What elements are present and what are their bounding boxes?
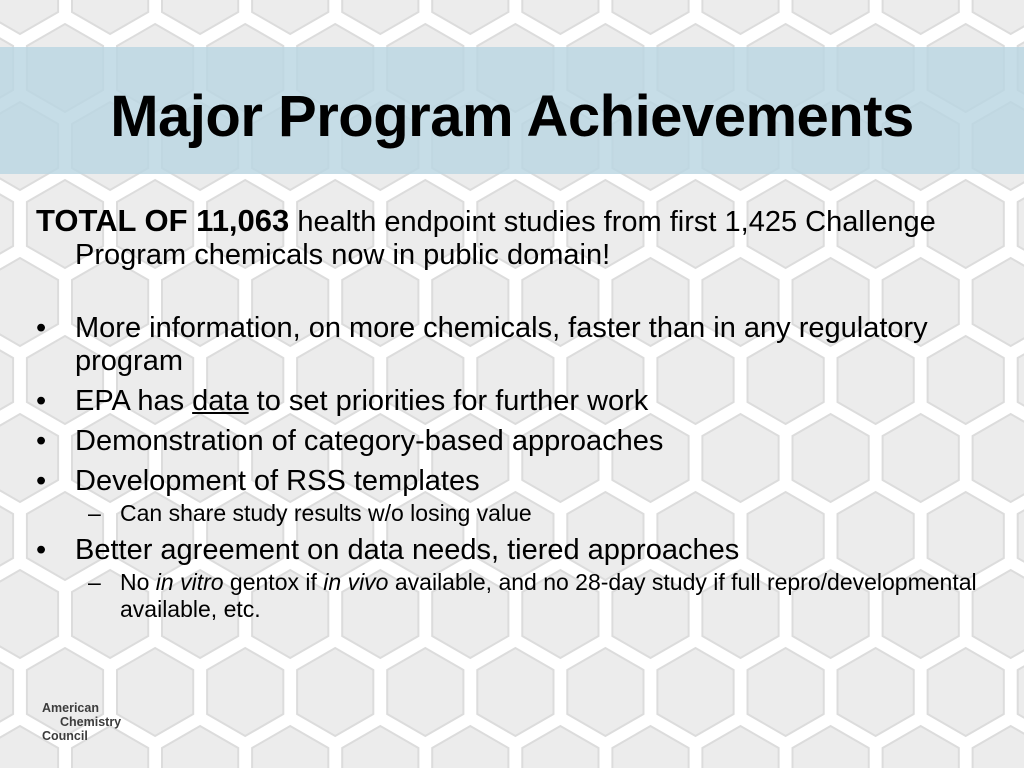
hexagon-shape xyxy=(0,648,13,736)
hexagon-shape xyxy=(612,726,688,768)
sub-bullet-dash: – xyxy=(88,500,101,526)
american-chemistry-council-logo xyxy=(42,700,142,746)
hexagon-shape xyxy=(252,0,328,34)
hexagon-shape xyxy=(162,726,238,768)
bullet-item xyxy=(36,385,996,418)
hexagon-shape xyxy=(1018,492,1024,580)
bullet-text: Development of RSS templates xyxy=(75,465,480,497)
hexagon-shape xyxy=(793,726,869,768)
bullet-dot: • xyxy=(36,385,47,417)
logo-line-2: Chemistry xyxy=(60,715,122,729)
sub-bullet-item xyxy=(75,569,996,623)
bullet-text-pre: EPA has xyxy=(75,385,193,417)
hexagon-shape xyxy=(72,0,148,34)
lead-bold: TOTAL OF 11,063 xyxy=(36,203,290,238)
hexagon-shape xyxy=(162,0,238,34)
bullet-list xyxy=(36,312,996,623)
hexagon-shape xyxy=(207,648,283,736)
sub-text-part: gentox if xyxy=(223,569,324,595)
hexagon-shape xyxy=(0,0,58,34)
hexagon-shape xyxy=(432,0,508,34)
bullet-text: Better agreement on data needs, tiered approaches xyxy=(75,534,740,566)
bullet-text-post: to set priorities for further work xyxy=(248,385,649,417)
sub-bullet-dash: – xyxy=(88,569,101,595)
hexagon-shape xyxy=(883,0,959,34)
sub-bullet-text: Can share study results w/o losing value xyxy=(120,500,532,526)
hexagon-shape xyxy=(973,726,1024,768)
bullet-item xyxy=(36,312,996,378)
logo-line-3: Council xyxy=(42,729,88,743)
bullet-underlined-word: data xyxy=(192,385,249,417)
hexagon-shape xyxy=(477,648,553,736)
slide-body xyxy=(36,204,996,630)
sub-bullet-list xyxy=(75,569,996,623)
bullet-item xyxy=(36,425,996,458)
hexagon-shape xyxy=(793,0,869,34)
lead-statement xyxy=(36,204,996,272)
hexagon-shape xyxy=(928,648,1004,736)
hexagon-shape xyxy=(342,726,418,768)
lead-rest: health endpoint studies from first 1,425 Challenge Program chemicals now in public domain! xyxy=(75,206,936,271)
hexagon-shape xyxy=(657,648,733,736)
sub-text-italic: in vitro xyxy=(155,569,224,595)
hexagon-shape xyxy=(702,726,778,768)
sub-text-part: No xyxy=(120,569,156,595)
hexagon-shape xyxy=(883,726,959,768)
hexagon-shape xyxy=(0,336,13,424)
hexagon-shape xyxy=(387,648,463,736)
hexagon-shape xyxy=(838,648,914,736)
hexagon-shape xyxy=(342,0,418,34)
slide-title: Major Program Achievements xyxy=(110,84,914,149)
hexagon-shape xyxy=(748,648,824,736)
hexagon-shape xyxy=(0,180,13,268)
hexagon-shape xyxy=(567,648,643,736)
hexagon-shape xyxy=(0,492,13,580)
bullet-text: More information, on more chemicals, faster than in any regulatory program xyxy=(75,312,928,377)
hexagon-shape xyxy=(522,0,598,34)
hexagon-shape xyxy=(612,0,688,34)
bullet-dot: • xyxy=(36,465,47,497)
bullet-item xyxy=(36,465,996,527)
sub-bullet-list xyxy=(75,500,996,527)
hexagon-shape xyxy=(432,726,508,768)
hexagon-shape xyxy=(702,0,778,34)
bullet-dot: • xyxy=(36,534,47,566)
hexagon-shape xyxy=(1018,180,1024,268)
bullet-item xyxy=(36,534,996,623)
bullet-dot: • xyxy=(36,425,47,457)
sub-bullet-item xyxy=(75,500,996,527)
bullet-text: Demonstration of category-based approaches xyxy=(75,425,664,457)
sub-text-italic: in vivo xyxy=(323,569,389,595)
hexagon-shape xyxy=(973,0,1024,34)
hexagon-shape xyxy=(1018,336,1024,424)
hexagon-shape xyxy=(522,726,598,768)
hexagon-shape xyxy=(297,648,373,736)
sub-text-part: available, and no 28-day study if full repro/developmental available, etc. xyxy=(120,569,977,622)
hexagon-shape xyxy=(1018,648,1024,736)
hexagon-shape xyxy=(252,726,328,768)
logo-line-1: American xyxy=(42,701,99,715)
bullet-dot: • xyxy=(36,312,47,344)
